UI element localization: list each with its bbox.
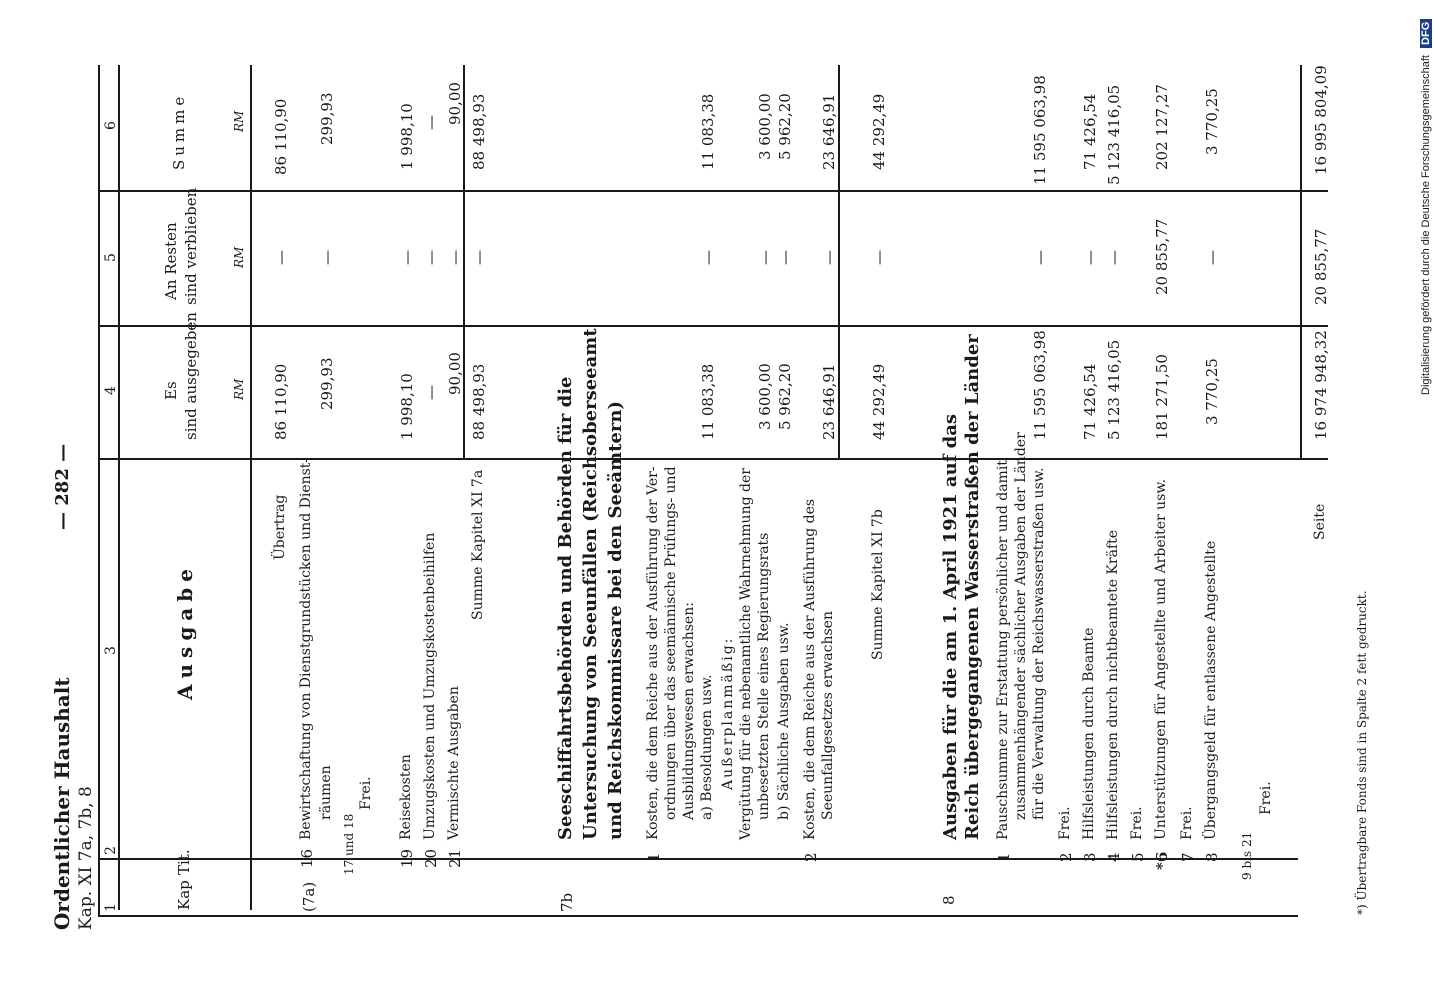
row-7b-1-summe: 11 083,38 (699, 93, 717, 170)
row-20-text: Umzugskosten und Umzugskostenbeihilfen (422, 532, 438, 840)
kap-7a: (7a) (300, 881, 318, 912)
col-heading-tit: Tit. (175, 849, 193, 875)
row-20-resten: — (422, 250, 440, 265)
page-total-resten: 20 855,77 (1312, 228, 1330, 305)
uebertrag-summe: 86 110,90 (272, 98, 290, 175)
col-number-1: 1 (103, 903, 119, 912)
row-8-1-resten: — (1031, 250, 1049, 265)
row-21-text: Vermischte Ausgaben (446, 686, 462, 840)
kap-7b: 7b (558, 892, 576, 912)
row-16-summe: 299,93 (318, 92, 336, 145)
col-number-5: 5 (103, 253, 119, 262)
tit-8-2: 2 (1057, 852, 1075, 862)
heading-7b-3: und Reichskommissare bei den Seeämtern) (605, 401, 626, 840)
page-total-summe: 16 995 804,09 (1312, 65, 1330, 175)
row-8-4-text: Hilfsleistungen durch nichtbeamtete Kräfte (1105, 529, 1121, 840)
row-8-4-summe: 5 123 416,05 (1105, 84, 1123, 185)
rule-7b-total (838, 65, 840, 460)
tit-19: 19 (398, 848, 416, 868)
rule-col4-col5 (98, 325, 1328, 327)
tit-8-9-21: 9 bis 21 (1240, 831, 1254, 880)
kap-8: 8 (940, 895, 958, 905)
row-7b-ap-summe: 3 600,00 (756, 93, 774, 160)
col-heading-ausgabe: Ausgabe (173, 563, 197, 700)
page-total-label: Seite (1312, 503, 1328, 540)
col-heading-summe: Summe (170, 92, 188, 170)
row-8-6-ausgegeben: 181 271,50 (1153, 354, 1171, 440)
tit-7b-1: 1 (645, 852, 663, 862)
row-8-3-resten: — (1081, 250, 1099, 265)
tit-8-1: 1 (995, 852, 1013, 862)
tit-17-18: 17 und 18 (342, 813, 356, 875)
row-8-3-ausgegeben: 71 426,54 (1081, 363, 1099, 440)
tit-8-8: 8 (1203, 852, 1221, 862)
row-16-resten: — (318, 250, 336, 265)
row-7b-b-text: b) Sächliche Ausgaben usw. (776, 622, 792, 820)
row-8-8-text: Übergangsgeld für entlassene Angestellte (1203, 540, 1219, 840)
row-7b-2-ausgegeben: 23 646,91 (820, 363, 838, 440)
row-8-1-text-3: für die Verwaltung der Reichswasserstraßen usw. (1031, 467, 1047, 820)
row-7b-ap-text-2: Vergütung für die nebenamtliche Wahrnehmung der (738, 468, 754, 840)
row-8-9-21-text: Frei. (1258, 781, 1274, 815)
total-7b-label: Summe Kapitel XI 7b (870, 509, 886, 660)
row-7b-2-text-2: Seeunfallgesetzes erwachsen (820, 611, 836, 820)
total-7a-resten: — (470, 250, 488, 265)
chapter-label: Kap. XI 7a, 7b, 8 (76, 786, 96, 930)
row-7b-1-ausgegeben: 11 083,38 (699, 363, 717, 440)
row-8-4-ausgegeben: 5 123 416,05 (1105, 339, 1123, 440)
uebertrag-label: Übertrag (272, 494, 288, 560)
tit-20: 20 (422, 848, 440, 868)
row-7b-ap-text-3: unbesetzten Stelle eines Regierungsrats (756, 532, 772, 820)
unit-summe: RM (232, 110, 246, 132)
row-20-summe: — (422, 115, 440, 130)
row-7b-2-resten: — (820, 250, 838, 265)
row-7b-b-ausgegeben: 5 962,20 (776, 363, 794, 430)
page-total-ausgegeben: 16 974 948,32 (1312, 330, 1330, 440)
row-8-6-resten: 20 855,77 (1153, 218, 1171, 295)
col-number-4: 4 (103, 386, 119, 395)
tit-8-6: *6 (1153, 851, 1171, 870)
tit-7b-2: 2 (802, 852, 820, 862)
row-21-summe: 90,00 (446, 82, 464, 125)
unit-resten: RM (232, 246, 246, 268)
row-8-5-text: Frei. (1129, 806, 1145, 840)
total-7a-label: Summe Kapitel XI 7a (470, 469, 486, 620)
uebertrag-ausgegeben: 86 110,90 (272, 363, 290, 440)
row-8-6-summe: 202 127,27 (1153, 84, 1171, 170)
row-19-ausgegeben: 1 998,10 (398, 373, 416, 440)
row-17-18-text: Frei. (358, 776, 374, 810)
total-7a-ausgegeben: 88 498,93 (470, 363, 488, 440)
rule-page-total (1300, 65, 1302, 460)
row-7b-ap-text-1: Außerplanmäßig: (720, 636, 736, 790)
col-number-2: 2 (103, 846, 119, 855)
credit-text: Digitalisierung gefördert durch die Deutsche Forschungsgemeinschaft (1420, 55, 1432, 395)
row-8-1-text-1: Pauschsumme zur Erstattung persönlicher und damit (995, 460, 1011, 840)
total-7a-summe: 88 498,93 (470, 93, 488, 170)
row-21-resten: — (446, 250, 464, 265)
row-7b-b-resten: — (776, 250, 794, 265)
col-heading-ausgegeben-1: Es (162, 381, 180, 400)
row-8-8-ausgegeben: 3 770,25 (1203, 358, 1221, 425)
heading-7b-1: Seeschiffahrtsbehörden und Behörden für die (555, 376, 576, 840)
row-8-7-text: Frei. (1179, 806, 1195, 840)
rule-col3-col4 (98, 458, 1328, 460)
digitization-credit (1420, 19, 1432, 395)
rule-col5-col6 (98, 190, 1328, 192)
tit-21: 21 (446, 848, 464, 868)
row-7b-1-text-1: Kosten, die dem Reiche aus der Ausführung der Ver- (645, 466, 661, 840)
col-heading-ausgegeben-2: sind ausgegeben (182, 312, 200, 440)
tit-8-4: 4 (1105, 852, 1123, 862)
footnote: *) Übertragbare Fonds sind in Spalte 2 fett gedruckt. (1355, 590, 1369, 915)
col-heading-kap: Kap (175, 880, 193, 910)
col-number-3: 3 (103, 646, 119, 655)
tit-8-3: 3 (1081, 852, 1099, 862)
unit-ausgegeben: RM (232, 378, 246, 400)
tit-8-5: 5 (1129, 852, 1147, 862)
row-8-1-ausgegeben: 11 595 063,98 (1031, 330, 1049, 440)
heading-8-1: Ausgaben für die am 1. April 1921 auf das (940, 413, 961, 840)
row-8-1-summe: 11 595 063,98 (1031, 75, 1049, 185)
row-8-8-resten: — (1203, 250, 1221, 265)
row-21-ausgegeben: 90,00 (446, 352, 464, 395)
tit-8-7: 7 (1179, 852, 1197, 862)
document-title: Ordentlicher Haushalt (50, 677, 74, 930)
uebertrag-resten: — (272, 250, 290, 265)
row-19-text: Reisekosten (398, 754, 414, 840)
total-7b-ausgegeben: 44 292,49 (870, 363, 888, 440)
row-8-4-resten: — (1105, 250, 1123, 265)
row-7b-2-summe: 23 646,91 (820, 93, 838, 170)
row-8-1-text-2: zusammenhängender sächlicher Ausgaben der Länder (1013, 432, 1029, 820)
total-7b-summe: 44 292,49 (870, 93, 888, 170)
row-19-resten: — (398, 250, 416, 265)
row-16-text-1: Bewirtschaftung von Dienstgrundstücken und Dienst- (298, 457, 314, 840)
col-heading-resten-2: sind verblieben (182, 187, 200, 305)
row-8-2-text: Frei. (1057, 806, 1073, 840)
heading-8-2: Reich übergegangenen Wasserstraßen der Länder (962, 334, 983, 840)
page-number: — 282 — (52, 443, 73, 530)
row-19-summe: 1 998,10 (398, 103, 416, 170)
total-7b-resten: — (870, 250, 888, 265)
tit-16: 16 (298, 848, 316, 868)
row-7b-ap-resten: — (756, 250, 774, 265)
row-16-text-2: räumen (318, 765, 334, 820)
row-7b-ap-ausgegeben: 3 600,00 (756, 363, 774, 430)
row-8-6-text: Unterstützungen für Angestellte und Arbeiter usw. (1153, 478, 1169, 840)
row-7b-1-resten: — (699, 250, 717, 265)
dfg-logo: DFG (1420, 19, 1432, 48)
row-7b-1-text-3: Ausbildungswesen erwachsen: (681, 602, 697, 820)
col-number-6: 6 (103, 121, 119, 130)
row-7b-b-summe: 5 962,20 (776, 93, 794, 160)
rule-col1-col2 (98, 915, 1298, 917)
row-8-3-summe: 71 426,54 (1081, 93, 1099, 170)
row-7b-2-text-1: Kosten, die dem Reiche aus der Ausführung des (802, 498, 818, 840)
row-7b-1-text-2: ordnungen über das seemännische Prüfungs- und (663, 466, 679, 820)
row-16-ausgegeben: 299,93 (318, 357, 336, 410)
row-7b-1-text-4: a) Besoldungen usw. (699, 674, 715, 820)
heading-7b-2: Untersuchung von Seeunfällen (Reichsoberseeamt (580, 328, 601, 840)
col-heading-resten-1: An Resten (162, 222, 180, 300)
row-20-ausgegeben: — (422, 385, 440, 400)
row-8-3-text: Hilfsleistungen durch Beamte (1081, 627, 1097, 840)
row-8-8-summe: 3 770,25 (1203, 88, 1221, 155)
